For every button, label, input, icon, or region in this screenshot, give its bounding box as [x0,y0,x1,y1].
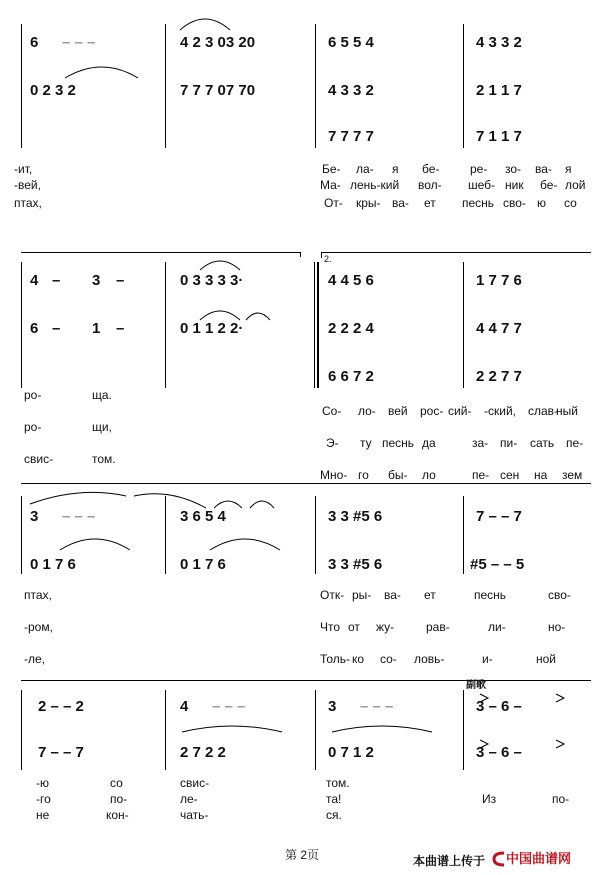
note-group: 4 3 3 2 [476,34,522,51]
lyric: вол- [418,178,442,192]
lyric: чать- [180,808,209,822]
note: 6 [30,34,39,51]
lyric: Отк- [320,588,345,602]
lyric: вей [388,404,408,418]
dash: – – – [62,34,96,51]
lyric: сий- [448,404,472,418]
lyric: ле- [180,792,198,806]
volta-label: 2. [324,254,332,264]
lyric: -вей, [14,178,41,192]
lyric: ро- [24,388,42,402]
lyric: ло [422,468,436,482]
note-group: 4 3 3 2 [328,82,374,99]
lyric: -ю [36,776,49,790]
lyric: шеб- [468,178,496,192]
dash: – – – [62,508,96,525]
lyric: Бе- [322,162,341,176]
lyric: -ский, [484,404,516,418]
lyric: Со- [322,404,342,418]
note: 4 [180,698,189,715]
lyric: Э- [326,436,339,450]
lyric: От- [324,196,343,210]
lyric: ный [556,404,578,418]
note-group: 0 1 7 6 [30,556,76,573]
lyric: том. [326,776,350,790]
note-group: 4 2 3 03 20 [180,34,256,51]
lyric: -ром, [24,620,53,634]
note-group: 2 – – 2 [38,698,84,715]
lyric: бе- [540,178,558,192]
lyric: сво- [548,588,571,602]
lyric: ва- [384,588,401,602]
note-group: 3 3 #5 6 [328,508,383,525]
lyric: птах, [24,588,52,602]
logo-icon [492,851,506,867]
lyric: -го [36,792,51,806]
lyric: ло- [358,404,376,418]
site-logo-text: 中国曲谱网 [506,851,572,866]
lyric: я [565,162,572,176]
lyric: Ма- [320,178,341,192]
lyric: кры- [356,196,381,210]
note: 3 [92,272,101,289]
note-group: 3 3 #5 6 [328,556,383,573]
lyric: ся. [326,808,342,822]
note: 4 [30,272,39,289]
dash: – [116,320,125,337]
lyric: Из [482,792,497,806]
lyric: от [348,620,360,634]
page-number: 第 2页 [285,848,320,862]
note-group: 3 – 6 – [476,698,522,715]
lyric: свис- [180,776,210,790]
lyric: ли- [488,620,506,634]
dash: – [52,320,61,337]
lyric: песнь [382,436,415,450]
note: 1 [92,320,101,337]
note-group: 6 6 7 2 [328,368,374,385]
lyric: со [564,196,577,210]
note: 6 [30,320,39,337]
note-group: 2 1 1 7 [476,82,522,99]
lyric: ва- [392,196,409,210]
lyric: кон- [106,808,129,822]
note-group: 0 3 3 3 3· [180,272,244,289]
lyric: песнь [474,588,507,602]
lyric: я [392,162,399,176]
lyric: на [534,468,548,482]
lyric: ет [424,588,436,602]
lyric: ла- [356,162,374,176]
dash: – [52,272,61,289]
lyric: сво- [503,196,526,210]
lyric: ловь- [414,652,445,666]
lyric: не [36,808,50,822]
lyric: лень-кий [350,178,400,192]
lyric: ту [360,436,372,450]
lyric: зем [562,468,583,482]
lyric: по- [552,792,570,806]
lyric: зо- [505,162,522,176]
lyric: бе- [422,162,440,176]
note-group: 6 5 5 4 [328,34,374,51]
lyric: Что [320,620,341,634]
lyric: со [110,776,123,790]
note-group: 2 2 7 7 [476,368,522,385]
lyric: ро- [24,420,42,434]
note-group: 0 7 1 2 [328,744,374,761]
lyric: и- [482,652,493,666]
dash: – – – [360,698,394,715]
lyric: сать [530,436,555,450]
lyric: ной [536,652,557,666]
note-group: 4 4 5 6 [328,272,374,289]
lyric: ко [352,652,365,666]
lyric: -ит, [14,162,33,176]
note-group: 7 1 1 7 [476,128,522,145]
lyric: песнь [462,196,495,210]
lyric: ник [505,178,524,192]
note: 3 [30,508,39,525]
lyric: том. [92,452,116,466]
lyric: со- [380,652,397,666]
lyric: -ле, [24,652,46,666]
note-group: #5 – – 5 [470,556,525,573]
lyric: по- [110,792,128,806]
note-group: 3 – 6 – [476,744,522,761]
lyric: за- [472,436,489,450]
lyric: пе- [472,468,490,482]
lyric: го [358,468,369,482]
note-group: 3 6 5 4 [180,508,226,525]
lyric: сен [500,468,520,482]
dash: – – – [212,698,246,715]
lyric: ща. [92,388,112,402]
lyric: ю [537,196,546,210]
note: 3 [328,698,337,715]
note-group: 0 1 7 6 [180,556,226,573]
lyric: рав- [426,620,450,634]
dash: – [116,272,125,289]
lyric: птах, [14,196,42,210]
note-group: 7 – – 7 [476,508,522,525]
note-group: 7 – – 7 [38,744,84,761]
lyric: бы- [388,468,408,482]
lyric: та! [326,792,342,806]
note-group: 2 2 2 4 [328,320,374,337]
lyric: да [422,436,436,450]
lyric: Мно- [320,468,348,482]
lyric: слав- [528,404,559,418]
lyric: лой [565,178,586,192]
lyric: ре- [470,162,488,176]
upload-note: 本曲谱上传于 [413,854,486,868]
lyric: ва- [535,162,552,176]
lyric: пи- [500,436,518,450]
lyric: свис- [24,452,54,466]
slur-marks [0,680,603,780]
note-group: 1 7 7 6 [476,272,522,289]
lyric: Толь- [320,652,351,666]
note-group: 4 4 7 7 [476,320,522,337]
chorus-label: 副歌 [466,680,486,691]
lyric: ет [424,196,436,210]
lyric: пе- [566,436,584,450]
note-group: 7 7 7 07 70 [180,82,256,99]
lyric: но- [548,620,566,634]
lyric: рос- [420,404,444,418]
lyric: ры- [352,588,372,602]
note-group: 0 1 1 2 2· [180,320,244,337]
lyric: щи, [92,420,112,434]
lyric: жу- [376,620,395,634]
note-group: 0 2 3 2 [30,82,76,99]
site-logo[interactable] [492,848,571,868]
note-group: 2 7 2 2 [180,744,226,761]
note-group: 7 7 7 7 [328,128,374,145]
